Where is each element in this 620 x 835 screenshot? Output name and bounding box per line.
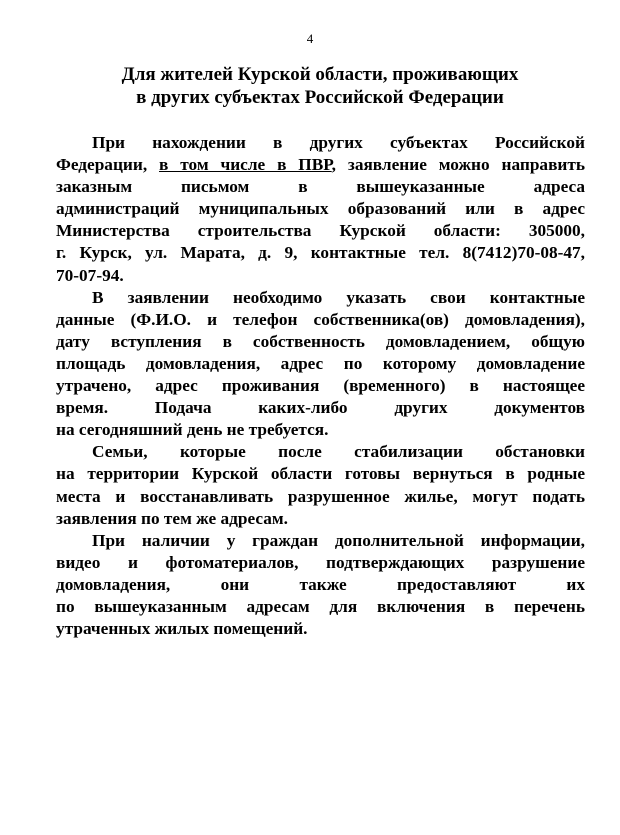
paragraph-line: площадь домовладения, адрес по которому домовладение	[56, 353, 585, 373]
paragraph-line: время. Подача каких-либо других документов	[56, 398, 585, 418]
underlined-text: в том числе в ПВР	[159, 155, 332, 175]
paragraph-line: утрачено, адрес проживания (временного) в настоящее	[56, 376, 585, 396]
document-title	[40, 63, 600, 109]
paragraph-1	[56, 132, 585, 287]
document-body	[56, 132, 585, 640]
paragraph-line: на сегодняшний день не требуется.	[56, 420, 329, 440]
paragraph-2	[56, 287, 585, 442]
paragraph-line: Министерства строительства Курской области: 305000,	[56, 221, 585, 241]
paragraph-line: данные (Ф.И.О. и телефон собственника(ов) домовладения),	[56, 309, 585, 329]
paragraph-line: заказным письмом в вышеуказанные адреса	[56, 177, 585, 197]
paragraph-line: 70-07-94.	[56, 265, 124, 285]
paragraph-3	[56, 441, 585, 529]
paragraph-line: В заявлении необходимо указать свои контактные	[92, 287, 585, 307]
paragraph-line: на территории Курской области готовы вернуться в родные	[56, 464, 585, 484]
paragraph-line	[56, 154, 585, 176]
paragraph-line: дату вступления в собственность домовладением, общую	[56, 331, 585, 351]
paragraph-line: места и восстанавливать разрушенное жилье, могут подать	[56, 486, 585, 506]
paragraph-line: по вышеуказанным адресам для включения в перечень	[56, 596, 585, 616]
paragraph-line: видео и фотоматериалов, подтверждающих разрушение	[56, 552, 585, 572]
title-line-1: Для жителей Курской области, проживающих	[121, 64, 519, 85]
paragraph-line: утраченных жилых помещений.	[56, 619, 308, 639]
paragraph-line: При наличии у граждан дополнительной информации,	[92, 530, 585, 550]
paragraph-line: администраций муниципальных образований или в адрес	[56, 199, 585, 219]
paragraph-line: При нахождении в других субъектах Российской	[92, 133, 585, 152]
paragraph-4	[56, 530, 585, 640]
line-text: , заявление можно направить	[331, 155, 585, 175]
paragraph-line: заявления по тем же адресам.	[56, 508, 288, 528]
page-number: 4	[306, 31, 314, 46]
line-text: Федерации,	[56, 155, 160, 175]
paragraph-line: домовладения, они также предоставляют их	[56, 574, 585, 594]
paragraph-line: Семьи, которые после стабилизации обстановки	[92, 442, 585, 462]
paragraph-line: г. Курск, ул. Марата, д. 9, контактные тел. 8(7412)70-08-47,	[56, 243, 585, 263]
title-line-2: в других субъектах Российской Федерации	[136, 87, 504, 108]
